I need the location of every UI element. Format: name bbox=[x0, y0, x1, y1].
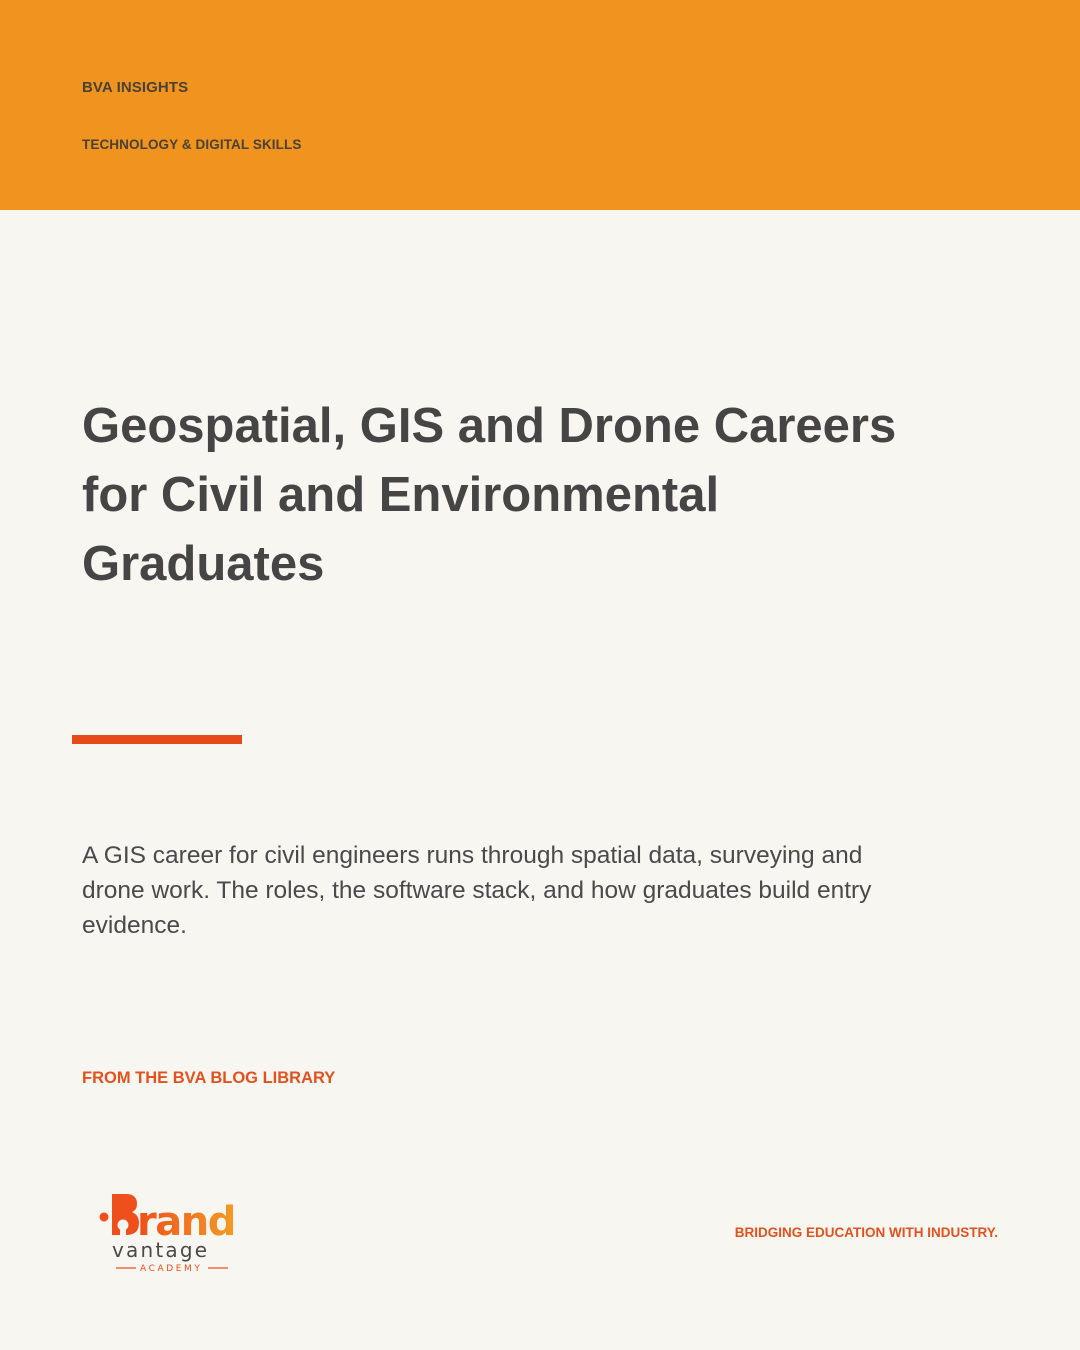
article-title bbox=[82, 392, 962, 599]
article-title-line: for Civil and Environmental bbox=[82, 468, 720, 522]
article-summary-line: drone work. The roles, the software stack, and how graduates build entry bbox=[82, 877, 872, 904]
brand-tagline: BRIDGING EDUCATION WITH INDUSTRY. bbox=[734, 1225, 998, 1240]
brand-vantage-logo-graphic bbox=[96, 1190, 241, 1276]
accent-divider bbox=[72, 735, 242, 744]
article-summary-line: evidence. bbox=[82, 912, 187, 939]
brand-eyebrow: BVA INSIGHTS bbox=[82, 79, 189, 96]
puzzle-b-logo-icon bbox=[100, 1194, 140, 1235]
category-eyebrow: TECHNOLOGY & DIGITAL SKILLS bbox=[82, 137, 302, 152]
svg-text:ACADEMY: ACADEMY bbox=[140, 1264, 203, 1274]
article-title-line: Graduates bbox=[82, 537, 325, 591]
article-title-line: Geospatial, GIS and Drone Careers bbox=[82, 399, 897, 453]
blog-library-label: FROM THE BVA BLOG LIBRARY bbox=[82, 1069, 336, 1087]
brand-vantage-logo bbox=[96, 1190, 241, 1276]
header-band bbox=[0, 0, 1080, 210]
article-summary bbox=[82, 838, 962, 943]
article-summary-line: A GIS career for civil engineers runs through spatial data, surveying and bbox=[82, 842, 863, 869]
svg-text:rand: rand bbox=[137, 1199, 235, 1245]
svg-text:vantage: vantage bbox=[112, 1238, 210, 1262]
